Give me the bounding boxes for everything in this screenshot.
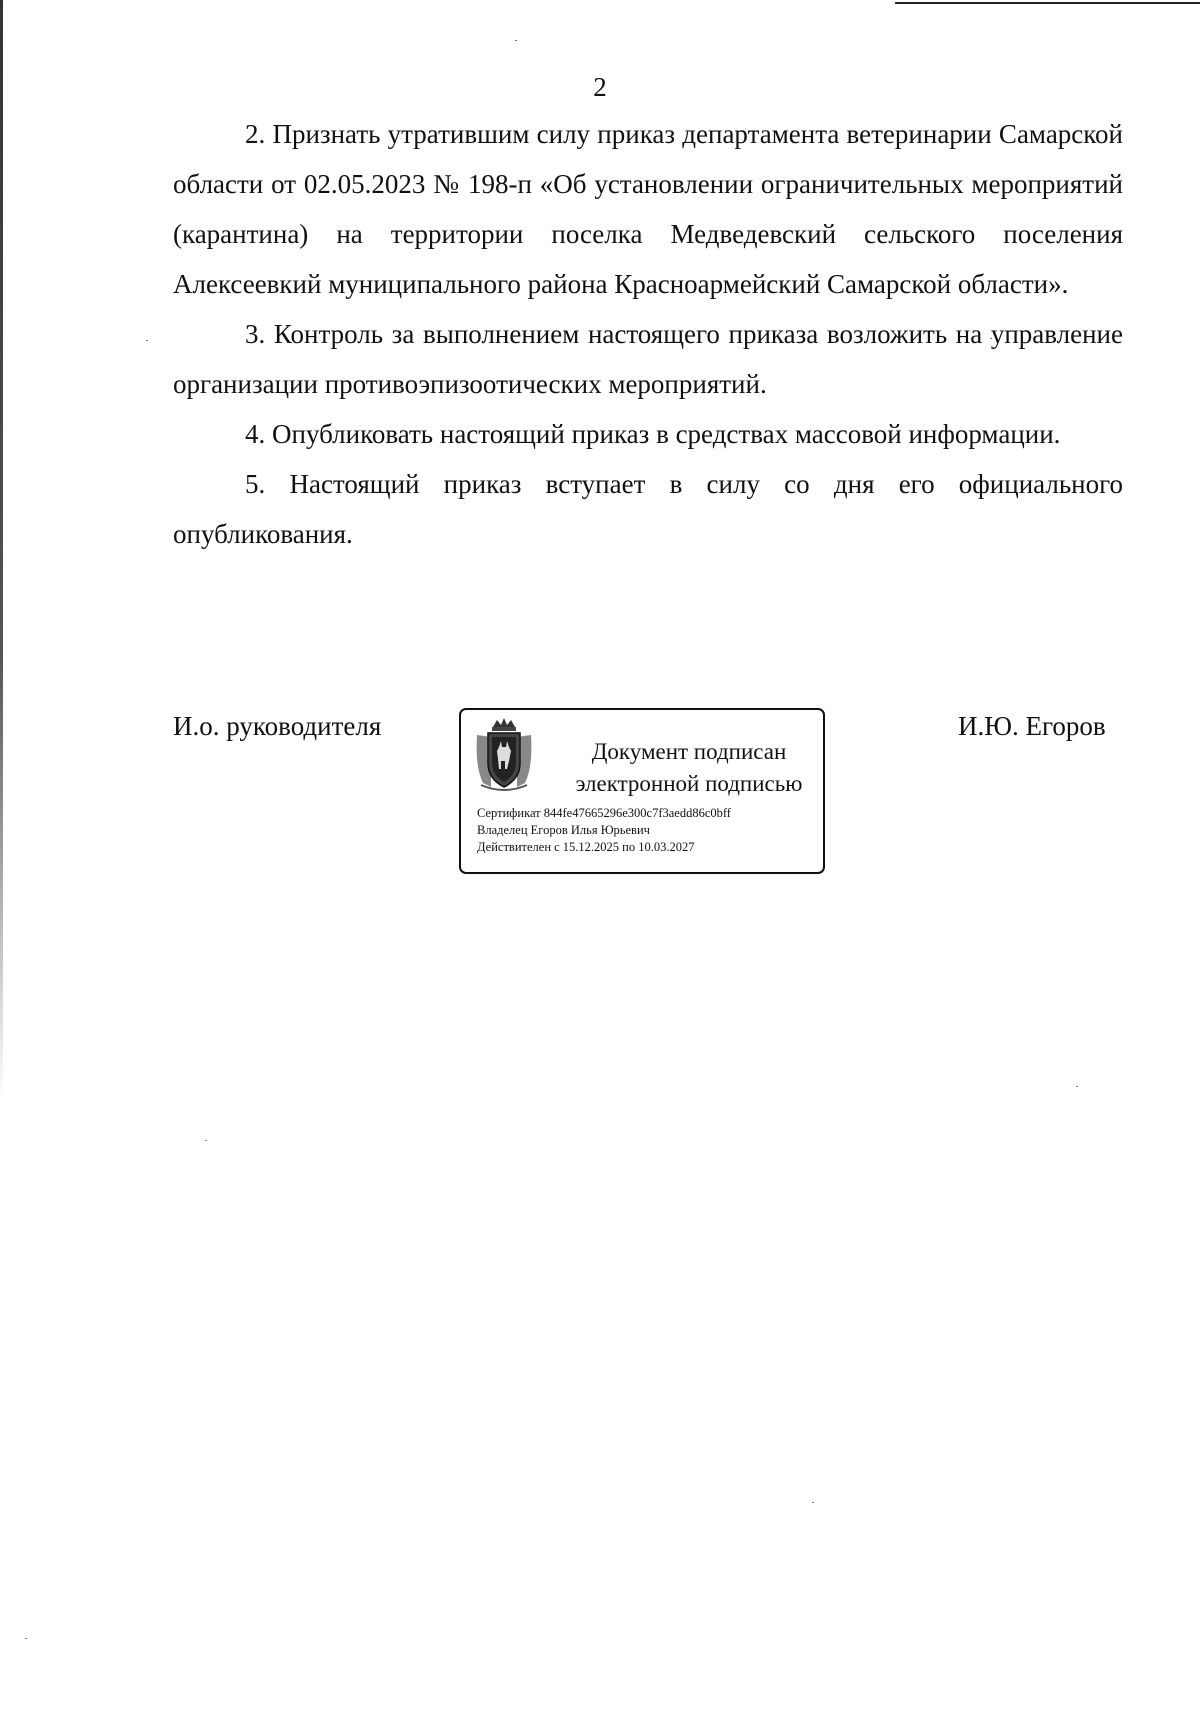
stamp-heading-line1: Документ подписан (591, 739, 787, 764)
paragraph-4: 4. Опубликовать настоящий приказ в средствах массовой информации. (245, 419, 1061, 449)
paragraph-3: 3. Контроль за выполнением настоящего приказа возложить на управление организации противоэпизоотических мероприятий. (173, 319, 1123, 399)
stamp-validity: Действителен с 15.12.2025 по 10.03.2027 (477, 840, 695, 854)
scan-speck (25, 1638, 27, 1639)
electronic-signature-stamp (459, 708, 825, 874)
scan-speck (812, 1502, 814, 1503)
document-body (173, 109, 1123, 559)
scan-speck (1076, 1086, 1078, 1087)
scan-speck (146, 340, 148, 341)
top-edge-line (895, 2, 1200, 4)
stamp-heading-line2: электронной подписью (575, 771, 803, 796)
scan-speck (205, 1140, 207, 1141)
stamp-certificate: Сертификат 844fe47665296e300c7f3aedd86c0bff (477, 806, 731, 820)
paragraph-2: 2. Признать утратившим силу приказ департамента ветеринарии Самарской области от 02.05.2023 № 198-п «Об установлении ограничительных мероприятий (карантина) на территории поселка Медведевский сельского поселения Алексеевкий муниципального района Красноармейский Самарской области». (173, 119, 1123, 299)
stamp-owner: Владелец Егоров Илья Юрьевич (477, 823, 650, 837)
signer-title: И.о. руководителя (173, 711, 382, 741)
coat-of-arms-icon (471, 717, 537, 793)
signer-name: И.Ю. Егоров (958, 711, 1106, 741)
scan-speck (515, 40, 517, 41)
page-number: 2 (593, 72, 607, 102)
paragraph-5: 5. Настоящий приказ вступает в силу со дня его официального опубликования. (173, 469, 1123, 549)
stamp-details (477, 805, 817, 856)
left-scan-edge (0, 0, 3, 1100)
stamp-heading (561, 736, 817, 800)
